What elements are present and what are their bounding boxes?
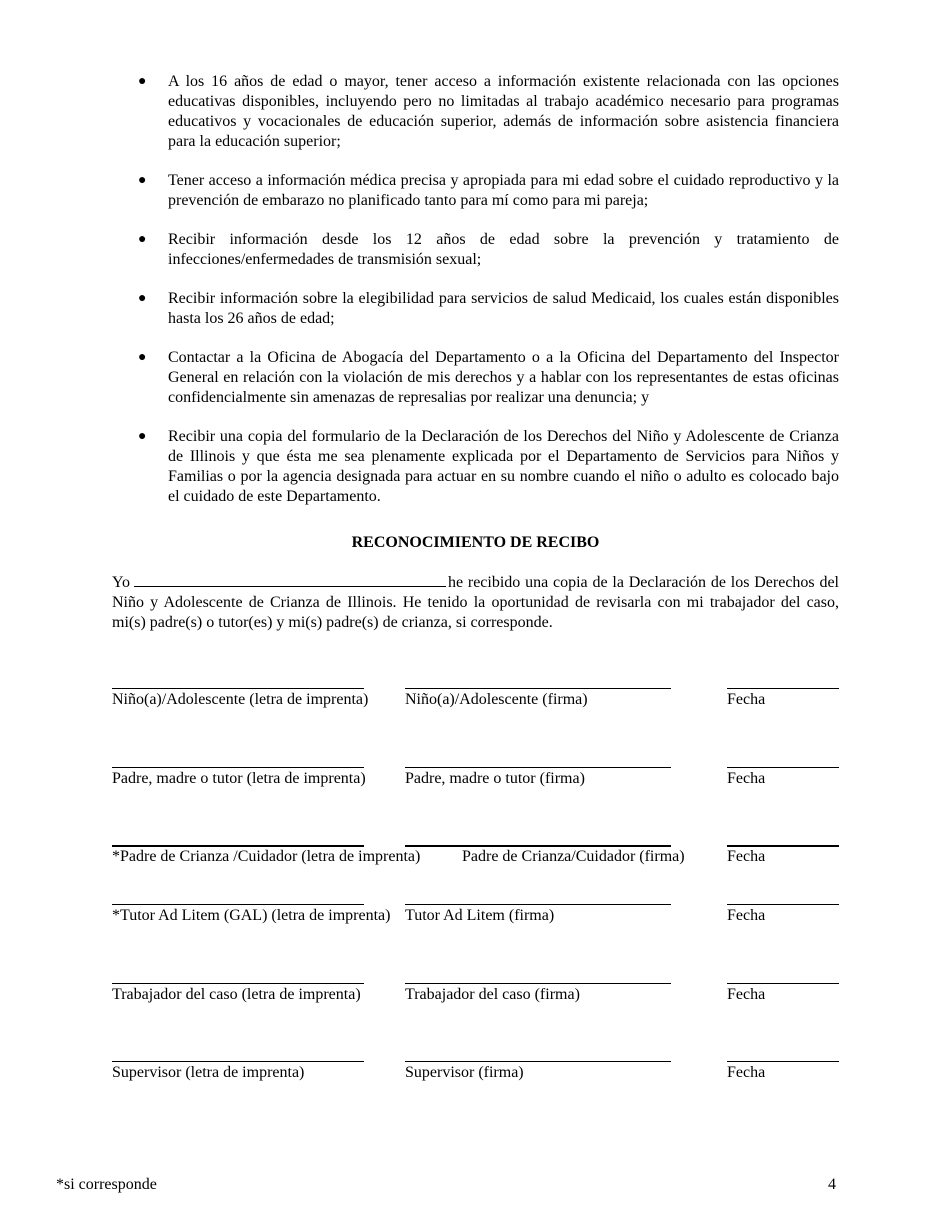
print-name-line[interactable] bbox=[112, 983, 364, 984]
print-name-line[interactable] bbox=[112, 1061, 364, 1062]
date-line[interactable] bbox=[727, 767, 839, 768]
date-label: Fecha bbox=[727, 1064, 766, 1081]
bullet-item bbox=[138, 289, 839, 329]
acknowledgment-paragraph bbox=[112, 572, 839, 633]
print-name-label: *Tutor Ad Litem (GAL) (letra de imprenta) bbox=[112, 907, 391, 924]
date-line[interactable] bbox=[727, 904, 839, 905]
date-label: Fecha bbox=[727, 691, 766, 708]
print-name-label: Trabajador del caso (letra de imprenta) bbox=[112, 986, 361, 1003]
bullet-text: Contactar a la Oficina de Abogacía del Departamento o a la Oficina del Departamento del Inspector General en relación con la violación de mis derechos y a hablar con los representantes de estas oficinas confidencialmente sin amenazas de represalias por realizar una denuncia; y bbox=[168, 349, 839, 406]
bullet-icon: ● bbox=[138, 291, 147, 306]
signature-line[interactable] bbox=[405, 904, 671, 905]
bullet-icon: ● bbox=[138, 429, 147, 444]
signature-label: Padre, madre o tutor (firma) bbox=[405, 770, 585, 787]
print-name-label: Padre, madre o tutor (letra de imprenta) bbox=[112, 770, 366, 787]
acknowledgment-prefix: Yo bbox=[112, 574, 130, 591]
print-name-label: Supervisor (letra de imprenta) bbox=[112, 1064, 305, 1081]
bullet-text: Tener acceso a información médica precisa y apropiada para mi edad sobre el cuidado reproductivo y la prevención de embarazo no planificado tanto para mí como para mi pareja; bbox=[168, 172, 839, 209]
name-blank-field[interactable] bbox=[134, 572, 446, 587]
print-name-label: Niño(a)/Adolescente (letra de imprenta) bbox=[112, 691, 369, 708]
signature-line[interactable] bbox=[405, 688, 671, 689]
date-label: Fecha bbox=[727, 986, 766, 1003]
acknowledgment-body: he recibido una copia de la Declaración de los Derechos del Niño y Adolescente de Crianza de Illinois. He tenido la oportunidad de revisarla con mi trabajador del caso, mi(s) padre(s) o tutor(es) y mi(s) padre(s) de crianza, si corresponde. bbox=[112, 574, 839, 631]
signature-line[interactable] bbox=[405, 983, 671, 984]
bullet-text: Recibir información desde los 12 años de edad sobre la prevención y tratamiento de infecciones/enfermedades de transmisión sexual; bbox=[168, 231, 839, 268]
bullet-text: Recibir una copia del formulario de la Declaración de los Derechos del Niño y Adolescente de Crianza de Illinois y que ésta me sea plenamente explicada por el Departamento de Servicios para Niños y Familias o por la agencia designada para actuar en su nombre cuando el niño o adulto es colocado bajo el cuidado de este Departamento. bbox=[168, 428, 839, 505]
date-label: Fecha bbox=[727, 907, 766, 924]
acknowledgment-heading: RECONOCIMIENTO DE RECIBO bbox=[351, 534, 600, 551]
print-name-line[interactable] bbox=[112, 904, 364, 905]
bullet-item bbox=[138, 348, 839, 408]
bullet-item bbox=[138, 72, 839, 152]
bullet-icon: ● bbox=[138, 350, 147, 365]
footnote: *si corresponde bbox=[56, 1176, 157, 1193]
bullet-text: A los 16 años de edad o mayor, tener acceso a información existente relacionada con las opciones educativas disponibles, incluyendo pero no limitadas al trabajo académico necesario para programas educativos y vocacionales de educación superior, además de información sobre asistencia financiera para la educación superior; bbox=[168, 73, 839, 150]
print-name-label: *Padre de Crianza /Cuidador (letra de imprenta) bbox=[112, 848, 421, 865]
rights-bullet-list bbox=[138, 72, 839, 526]
date-line[interactable] bbox=[727, 1061, 839, 1062]
signature-line[interactable] bbox=[405, 1061, 671, 1062]
date-line[interactable] bbox=[727, 688, 839, 689]
date-label: Fecha bbox=[727, 848, 766, 865]
signature-line[interactable] bbox=[405, 767, 671, 768]
print-name-line[interactable] bbox=[112, 688, 364, 689]
page-number: 4 bbox=[828, 1176, 836, 1193]
bullet-item bbox=[138, 427, 839, 507]
signature-label: Supervisor (firma) bbox=[405, 1064, 524, 1081]
print-name-line[interactable] bbox=[112, 767, 364, 768]
bullet-item bbox=[138, 171, 839, 211]
signature-label: Trabajador del caso (firma) bbox=[405, 986, 580, 1003]
signature-label: Padre de Crianza/Cuidador (firma) bbox=[462, 848, 685, 865]
date-label: Fecha bbox=[727, 770, 766, 787]
bullet-icon: ● bbox=[138, 173, 147, 188]
bullet-icon: ● bbox=[138, 74, 147, 89]
bullet-item bbox=[138, 230, 839, 270]
bullet-icon: ● bbox=[138, 232, 147, 247]
date-line[interactable] bbox=[727, 983, 839, 984]
signature-label: Tutor Ad Litem (firma) bbox=[405, 907, 555, 924]
signature-label: Niño(a)/Adolescente (firma) bbox=[405, 691, 588, 708]
bullet-text: Recibir información sobre la elegibilidad para servicios de salud Medicaid, los cuales están disponibles hasta los 26 años de edad; bbox=[168, 290, 839, 327]
